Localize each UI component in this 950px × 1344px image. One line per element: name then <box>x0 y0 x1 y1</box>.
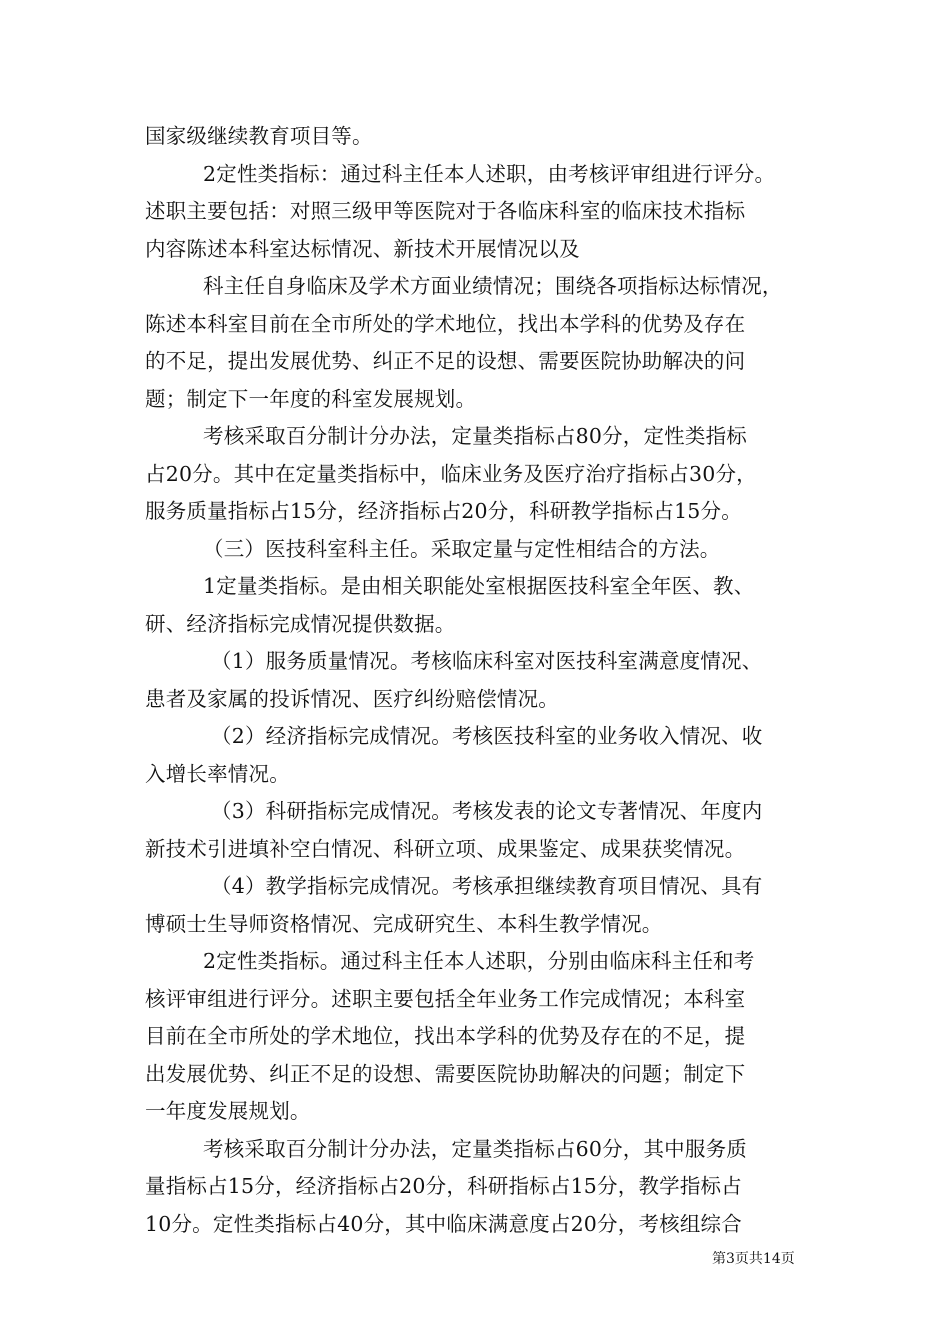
page-number: 第3页共14页 <box>712 1251 795 1267</box>
text-line: 研、经济指标完成情况提供数据。 <box>145 611 456 636</box>
text-line: 题；制定下一年度的科室发展规划。 <box>145 386 477 411</box>
text-line: （2）经济指标完成情况。考核医技科室的业务收入情况、收 <box>211 724 763 748</box>
text-line: 核评审组进行评分。述职主要包括全年业务工作完成情况；本科室 <box>145 986 746 1011</box>
text-line: 陈述本科室目前在全市所处的学术地位，找出本学科的优势及存在 <box>145 311 746 336</box>
text-line: 内容陈述本科室达标情况、新技术开展情况以及 <box>145 236 580 261</box>
text-line: 的不足，提出发展优势、纠正不足的设想、需要医院协助解决的问 <box>145 349 746 373</box>
text-line: 2定性类指标：通过科主任本人述职，由考核评审组进行评分。 <box>203 161 776 186</box>
text-line: 10分。定性类指标占40分，其中临床满意度占20分，考核组综合 <box>145 1211 742 1236</box>
text-line: 新技术引进填补空白情况、科研立项、成果鉴定、成果获奖情况。 <box>145 836 746 861</box>
text-line: （4）教学指标完成情况。考核承担继续教育项目情况、具有 <box>211 874 763 898</box>
text-line: 考核采取百分制计分办法，定量类指标占60分，其中服务质 <box>203 1136 747 1161</box>
text-line: 量指标占15分，经济指标占20分，科研指标占15分，教学指标占 <box>145 1174 742 1198</box>
text-line: 2定性类指标。通过科主任本人述职，分别由临床科主任和考 <box>203 949 755 973</box>
text-line: 1定量类指标。是由相关职能处室根据医技科室全年医、教、 <box>203 574 755 598</box>
text-line: 一年度发展规划。 <box>145 1099 311 1123</box>
text-line: 述职主要包括：对照三级甲等医院对于各临床科室的临床技术指标 <box>145 199 746 223</box>
text-line: 患者及家属的投诉情况、医疗纠纷赔偿情况。 <box>145 686 559 711</box>
text-line: 占20分。其中在定量类指标中，临床业务及医疗治疗指标占30分， <box>145 461 757 486</box>
text-line: 服务质量指标占15分，经济指标占20分，科研教学指标占15分。 <box>145 499 742 523</box>
text-line: 考核采取百分制计分办法，定量类指标占80分，定性类指标 <box>203 424 747 448</box>
text-line: 出发展优势、纠正不足的设想、需要医院协助解决的问题；制定下 <box>145 1061 746 1086</box>
text-line: 博硕士生导师资格情况、完成研究生、本科生教学情况。 <box>145 911 663 936</box>
text-line: 目前在全市所处的学术地位，找出本学科的优势及存在的不足，提 <box>145 1024 746 1048</box>
text-line: 科主任自身临床及学术方面业绩情况；围绕各项指标达标情况， <box>203 274 783 298</box>
text-line: （3）科研指标完成情况。考核发表的论文专著情况、年度内 <box>211 799 763 823</box>
text-line: （三）医技科室科主任。采取定量与定性相结合的方法。 <box>203 536 721 561</box>
body-text <box>145 118 815 1243</box>
text-line: 国家级继续教育项目等。 <box>145 124 373 148</box>
text-line: （1）服务质量情况。考核临床科室对医技科室满意度情况、 <box>211 649 763 673</box>
text-line: 入增长率情况。 <box>145 761 290 786</box>
